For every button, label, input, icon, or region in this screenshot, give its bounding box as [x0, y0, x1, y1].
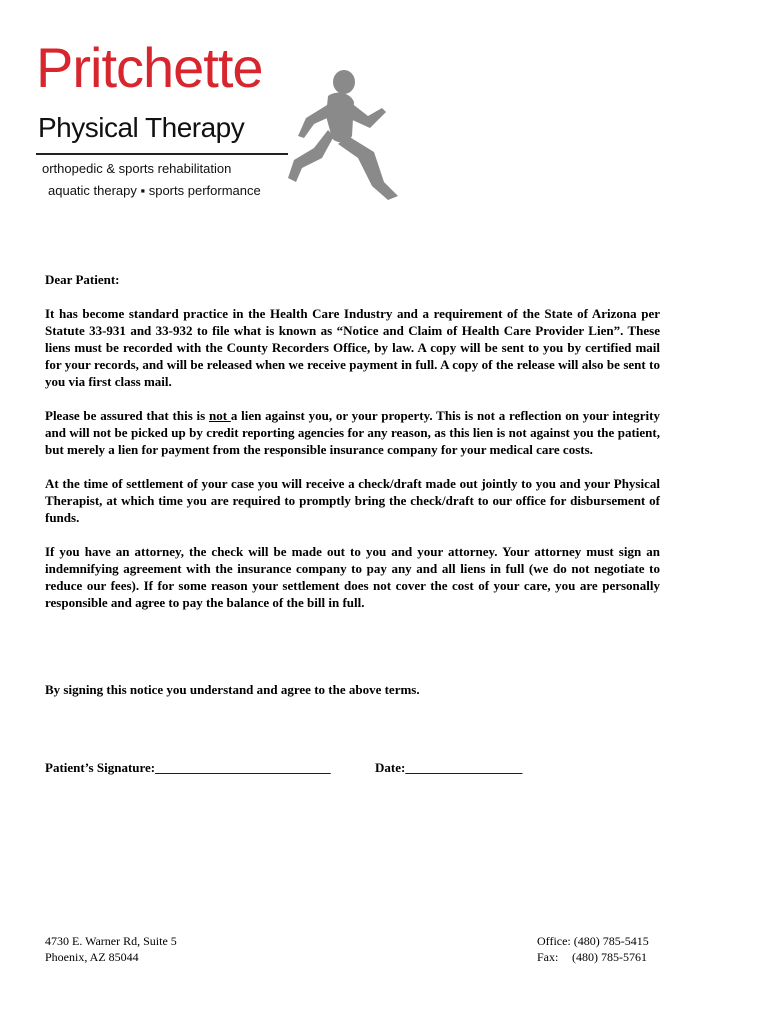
patient-signature-line[interactable]: ___________________________ — [155, 760, 331, 775]
letter-body — [45, 271, 660, 628]
logo-subtitle: Physical Therapy — [38, 112, 245, 143]
paragraph-lien-notice: It has become standard practice in the Health Care Industry and a requirement of the State of Arizona per Statute 33-931 and 33-932 to file what is known as “Notice and Claim of Health Care Provider Lien”. These liens must be recorded with the County Recorders Office, by law. A copy will be sent to you by certified mail for your records, and will be released when we receive payment in full. A copy of the release will also be sent to you via first class mail. — [45, 306, 660, 389]
paragraph-not-a-lien — [45, 407, 660, 458]
patient-signature-field[interactable] — [45, 759, 331, 776]
address-line-1: 4730 E. Warner Rd, Suite 5 — [45, 934, 177, 948]
address-line-2: Phoenix, AZ 85044 — [45, 950, 139, 964]
footer-contact — [537, 933, 649, 965]
fax-label: Fax: — [537, 950, 559, 964]
office-label: Office: — [537, 934, 571, 948]
fax-row — [537, 949, 649, 965]
paragraph-attorney: If you have an attorney, the check will be made out to you and your attorney. Your attorney must sign an indemnifying agreement with the insurance company to pay any and all liens in full (we do not negotiate to reduce our fees). If for some reason your settlement does not cover the cost of your care, you are personally responsible and agree to pay the balance of the bill in full. — [45, 544, 660, 610]
office-phone-row — [537, 933, 649, 949]
p2-start: Please be assured that this is — [45, 408, 209, 423]
p2-emphasis: not — [208, 408, 231, 423]
p2-end: a lien against you, or your property. This is not a reflection on your integrity and will not be picked up by credit reporting agencies for any reason, as this lien is not against you the patient, but merely a lien for payment from the responsible insurance company for your medical care costs. — [45, 408, 660, 457]
letter-greeting: Dear Patient: — [45, 272, 120, 287]
agreement-statement: By signing this notice you understand and agree to the above terms. — [45, 682, 420, 697]
date-line[interactable]: __________________ — [405, 760, 523, 775]
patient-signature-label: Patient’s Signature: — [45, 760, 156, 775]
paragraph-settlement: At the time of settlement of your case you will receive a check/draft made out jointly to you and your Physical Therapist, at which time you are required to promptly bring the check/draft to our office for disbursement of funds. — [45, 476, 660, 525]
logo-tagline-1: orthopedic & sports rehabilitation — [42, 161, 232, 176]
logo-name: Pritchette — [36, 36, 263, 99]
fax-phone: (480) 785-5761 — [572, 950, 647, 964]
logo-divider — [36, 153, 288, 155]
office-phone: (480) 785-5415 — [573, 934, 649, 948]
footer-address — [45, 933, 177, 965]
company-logo — [36, 32, 406, 204]
date-field[interactable] — [375, 759, 522, 776]
date-label: Date: — [375, 760, 406, 775]
logo-tagline-2: aquatic therapy ▪ sports performance — [48, 183, 261, 198]
